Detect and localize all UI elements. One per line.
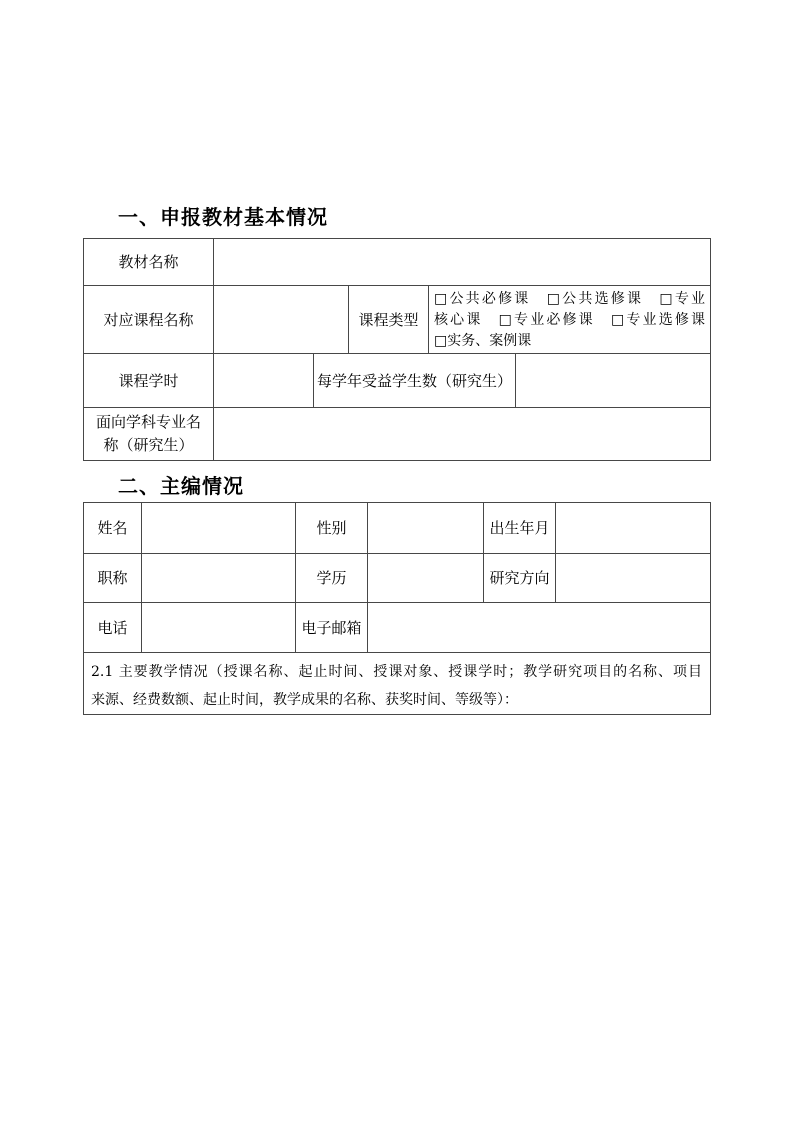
research-direction-label: 研究方向 [484, 554, 556, 603]
basic-info-table [83, 238, 711, 461]
gender-label: 性别 [296, 503, 368, 554]
phone-label: 电话 [84, 603, 142, 653]
course-hours-input-cell[interactable] [214, 354, 314, 408]
section-title-chief-editor: 二、主编情况 [118, 474, 244, 498]
course-name-input-cell[interactable] [214, 286, 349, 354]
textbook-name-input-cell[interactable] [214, 239, 711, 286]
table-row [84, 554, 711, 603]
chief-editor-table [83, 502, 711, 715]
name-label: 姓名 [84, 503, 142, 554]
name-input-cell[interactable] [142, 503, 296, 554]
research-direction-input-cell[interactable] [556, 554, 711, 603]
table-row [84, 408, 711, 461]
education-input-cell[interactable] [368, 554, 484, 603]
email-label: 电子邮箱 [296, 603, 368, 653]
course-type-option-line[interactable]: 核心课 □专业必修课 □专业选修课 [434, 312, 706, 328]
teaching-summary-line: 来源、经费数额、起止时间，教学成果的名称、获奖时间、等级等）： [91, 692, 518, 708]
table-row [84, 503, 711, 554]
textbook-name-label: 教材名称 [84, 239, 214, 286]
birth-date-input-cell[interactable] [556, 503, 711, 554]
students-per-year-label: 每学年受益学生数（研究生） [314, 354, 516, 408]
students-per-year-input-cell[interactable] [516, 354, 711, 408]
teaching-summary-line: 2.1 主要教学情况（授课名称、起止时间、授课对象、授课学时；教学研究项目的名称、项目 [91, 664, 702, 680]
discipline-name-label [84, 408, 214, 461]
job-title-label: 职称 [84, 554, 142, 603]
section-title-basic-info: 一、申报教材基本情况 [118, 205, 328, 229]
education-label: 学历 [296, 554, 368, 603]
table-row [84, 603, 711, 653]
gender-input-cell[interactable] [368, 503, 484, 554]
course-type-options-cell[interactable] [429, 286, 711, 354]
course-type-option-line[interactable]: □实务、案例课 [434, 333, 532, 349]
email-input-cell[interactable] [368, 603, 711, 653]
table-row [84, 286, 711, 354]
discipline-name-input-cell[interactable] [214, 408, 711, 461]
phone-input-cell[interactable] [142, 603, 296, 653]
table-row [84, 653, 711, 715]
course-name-label: 对应课程名称 [84, 286, 214, 354]
course-hours-label: 课程学时 [84, 354, 214, 408]
course-type-option-line[interactable]: □公共必修课 □公共选修课 □专业 [434, 291, 706, 307]
teaching-summary-cell[interactable] [84, 653, 711, 715]
table-row [84, 354, 711, 408]
birth-date-label: 出生年月 [484, 503, 556, 554]
job-title-input-cell[interactable] [142, 554, 296, 603]
course-type-label: 课程类型 [349, 286, 429, 354]
discipline-name-label-text: 面向学科专业名称（研究生） [95, 413, 201, 454]
table-row [84, 239, 711, 286]
